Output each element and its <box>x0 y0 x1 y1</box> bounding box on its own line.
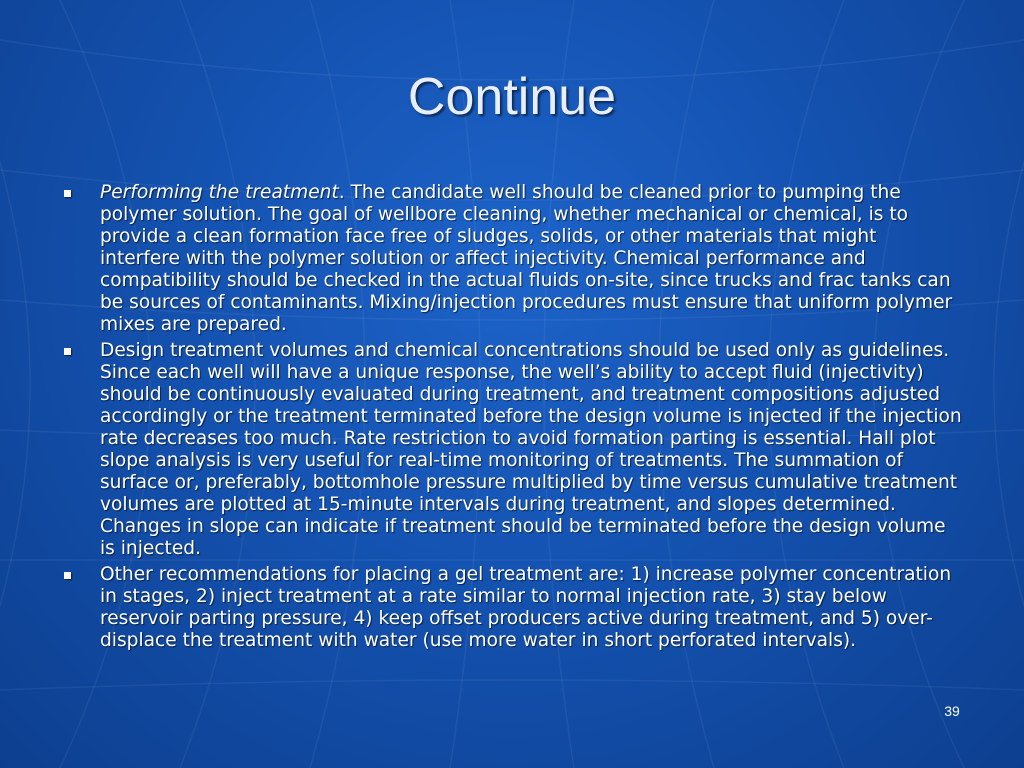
bullet-item-other-recommendations <box>62 564 962 652</box>
square-bullet-icon <box>64 190 71 197</box>
square-bullet-icon <box>64 348 71 355</box>
slide-number: 39 <box>944 703 960 719</box>
bullet-list <box>62 182 962 656</box>
square-bullet-icon <box>64 572 71 579</box>
bullet-item-design-volumes <box>62 340 962 560</box>
bullet-text: Design treatment volumes and chemical concentrations should be used only as guidelines. Since each well will have a unique response, the well’s ability to accept fluid (injectivity) should be continuously evaluated during treatment, and treatment compositions adjusted accordingly or the treatment terminated before the design volume is injected if the injection rate decreases too much. Rate restriction to avoid formation parting is essential. Hall plot slope analysis is very useful for real-time monitoring of treatments. The summation of surface or, preferably, bottomhole pressure multiplied by time versus cumulative treatment volumes are plotted at 15-minute intervals during treatment, and slopes determined. Changes in slope can indicate if treatment should be terminated before the design volume is injected. <box>100 340 962 559</box>
bullet-item-performing-treatment <box>62 182 962 336</box>
bullet-lead-text: Performing the treatment <box>100 182 339 203</box>
bullet-text: . The candidate well should be cleaned prior to pumping the polymer solution. The goal of wellbore cleaning, whether mechanical or chemical, is to provide a clean formation face free of sludges, solids, or other materials that might interfere with the polymer solution or affect injectivity. Chemical performance and compatibility should be checked in the actual fluids on-site, since trucks and frac tanks can be sources of contaminants. Mixing/injection procedures must ensure that uniform polymer mixes are prepared. <box>100 182 953 335</box>
slide-title: Continue <box>407 68 617 126</box>
bullet-text: Other recommendations for placing a gel treatment are: 1) increase polymer concentration in stages, 2) inject treatment at a rate similar to normal injection rate, 3) stay below reservoir parting pressure, 4) keep offset producers active during treatment, and 5) over-displace the treatment with water (use more water in short perforated intervals). <box>100 564 952 651</box>
